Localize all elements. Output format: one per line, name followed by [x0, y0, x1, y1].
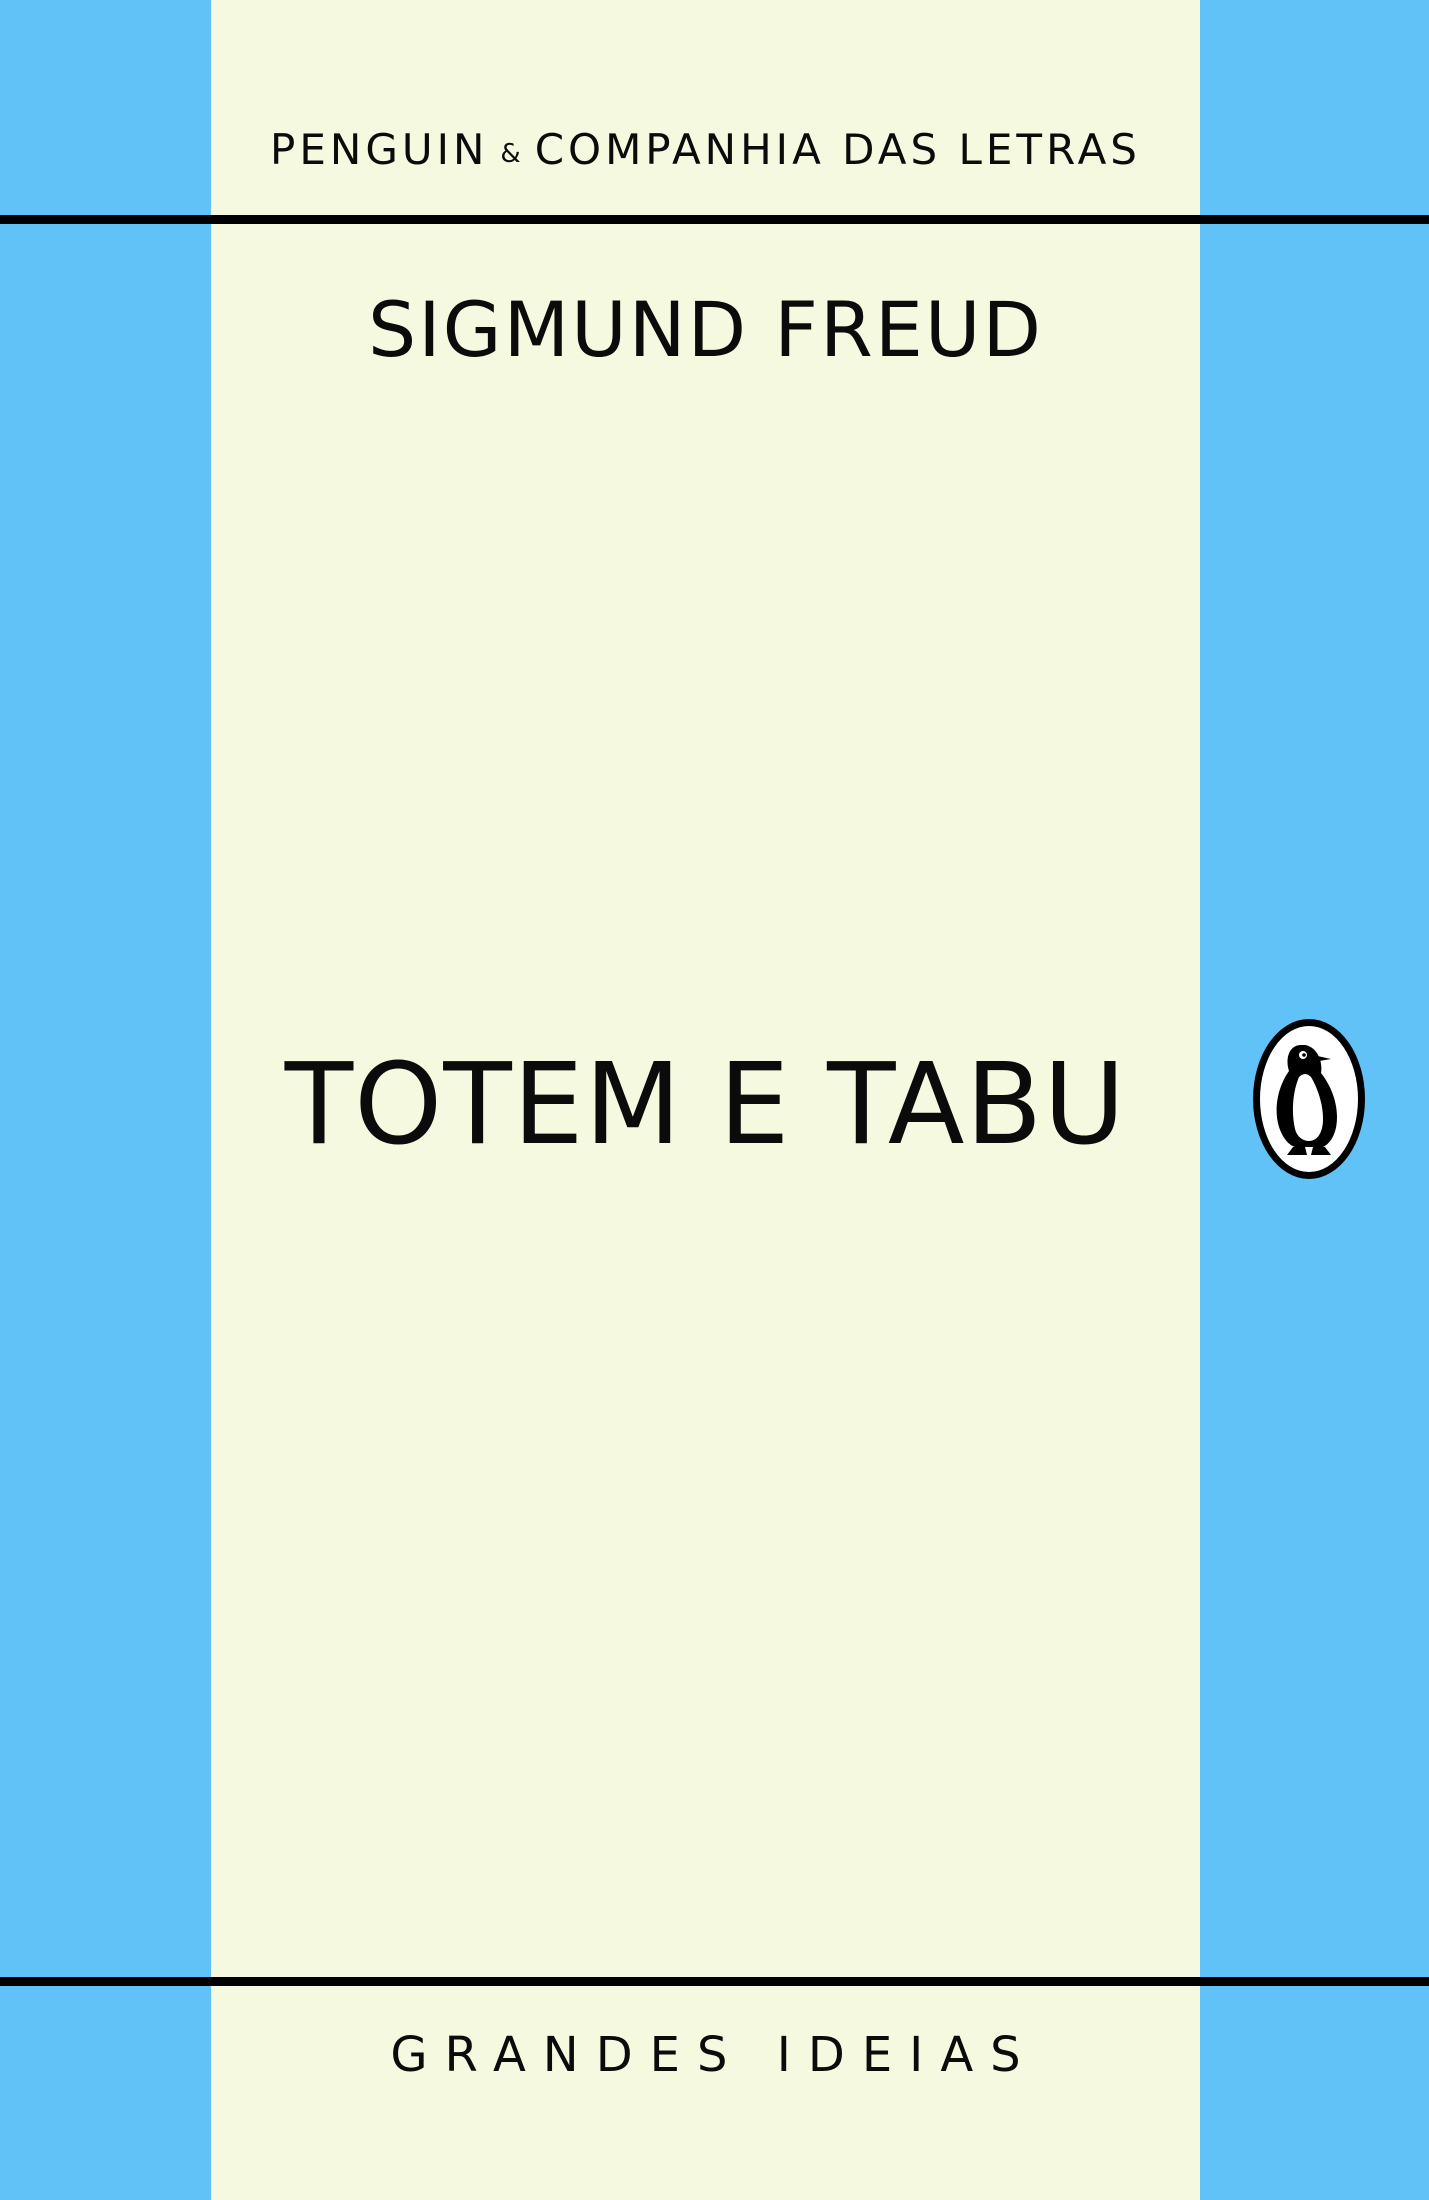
publisher-penguin: PENGUIN: [270, 125, 489, 174]
bottom-divider: [0, 1977, 1429, 1986]
top-divider: [0, 215, 1429, 224]
series-name: GRANDES IDEIAS: [390, 2027, 1038, 2083]
publisher-companhia: COMPANHIA DAS LETRAS: [534, 125, 1141, 174]
book-title: TOTEM E TABU: [284, 1040, 1127, 1170]
author-name: SIGMUND FREUD: [368, 285, 1043, 374]
publisher-line: [211, 120, 1200, 180]
penguin-logo-icon: [1249, 1015, 1369, 1183]
left-blue-band: [0, 0, 211, 2200]
publisher-ampersand: &: [500, 139, 521, 169]
